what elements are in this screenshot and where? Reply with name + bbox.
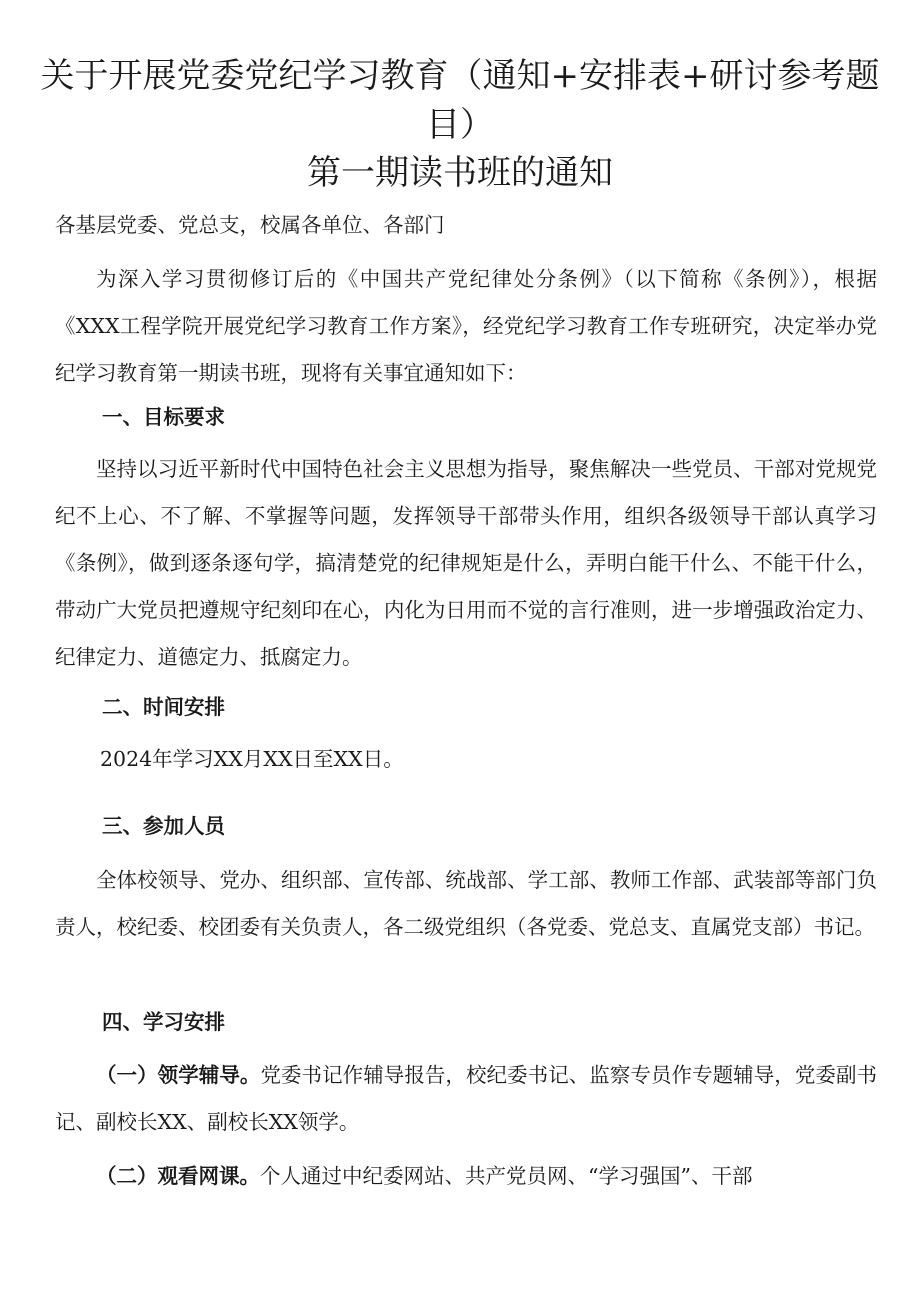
- study-item-guidance-lead: （一）领学辅导。: [96, 1063, 261, 1087]
- section-heading-schedule: 二、时间安排: [102, 695, 225, 719]
- section-heading-participants: 三、参加人员: [102, 814, 225, 838]
- study-item-online-course-text: 个人通过中纪委网站、共产党员网、“学习强国”、干部: [260, 1164, 753, 1188]
- study-item-guidance: [55, 1052, 877, 1146]
- document-subtitle: 第一期读书班的通知: [307, 153, 613, 193]
- section-text-participants: 全体校领导、党办、组织部、宣传部、统战部、学工部、教师工作部、武装部等部门负责人，校纪委、校团委有关负责人，各二级党组织（各党委、党总支、直属党支部）书记。: [55, 868, 877, 939]
- section-heading-study-plan: 四、学习安排: [102, 1010, 225, 1034]
- schedule-time-text: [100, 742, 404, 776]
- section-text-goals: 坚持以习近平新时代中国特色社会主义思想为指导，聚焦解决一些党员、干部对党规党纪不上心、不了解、不掌握等问题，发挥领导干部带头作用，组织各级领导干部认真学习《条例》，做到逐条逐句学，搞清楚党的纪律规矩是什么，弄明白能干什么、不能干什么，带动广大党员把遵规守纪刻印在心，内化为日用而不觉的言行准则，进一步增强政治定力、纪律定力、道德定力、抵腐定力。: [55, 457, 877, 669]
- intro-paragraph: 为深入学习贯彻修订后的《中国共产党纪律处分条例》（以下简称《条例》），根据《XXX工程学院开展党纪学习教育工作方案》，经党纪学习教育工作专班研究，决定举办党纪学习教育第一期读书班，现将有关事宜通知如下：: [55, 267, 877, 385]
- schedule-date-range: 年学习XX月XX日至XX日。: [152, 747, 404, 771]
- section-heading-goals: 一、目标要求: [102, 405, 225, 429]
- study-item-guidance-text: 党委书记作辅导报告，校纪委书记、监察专员作专题辅导，党委副书记、副校长XX、副校长XX领学。: [55, 1063, 878, 1134]
- salutation: 各基层党委、党总支，校属各单位、各部门: [55, 213, 445, 237]
- schedule-year: 2024: [100, 747, 153, 771]
- study-item-online-course: [55, 1153, 877, 1200]
- document-title: 关于开展党委党纪学习教育（通知+安排表+研讨参考题目）: [40, 56, 880, 145]
- study-item-online-course-lead: （二）观看网课。: [96, 1164, 260, 1188]
